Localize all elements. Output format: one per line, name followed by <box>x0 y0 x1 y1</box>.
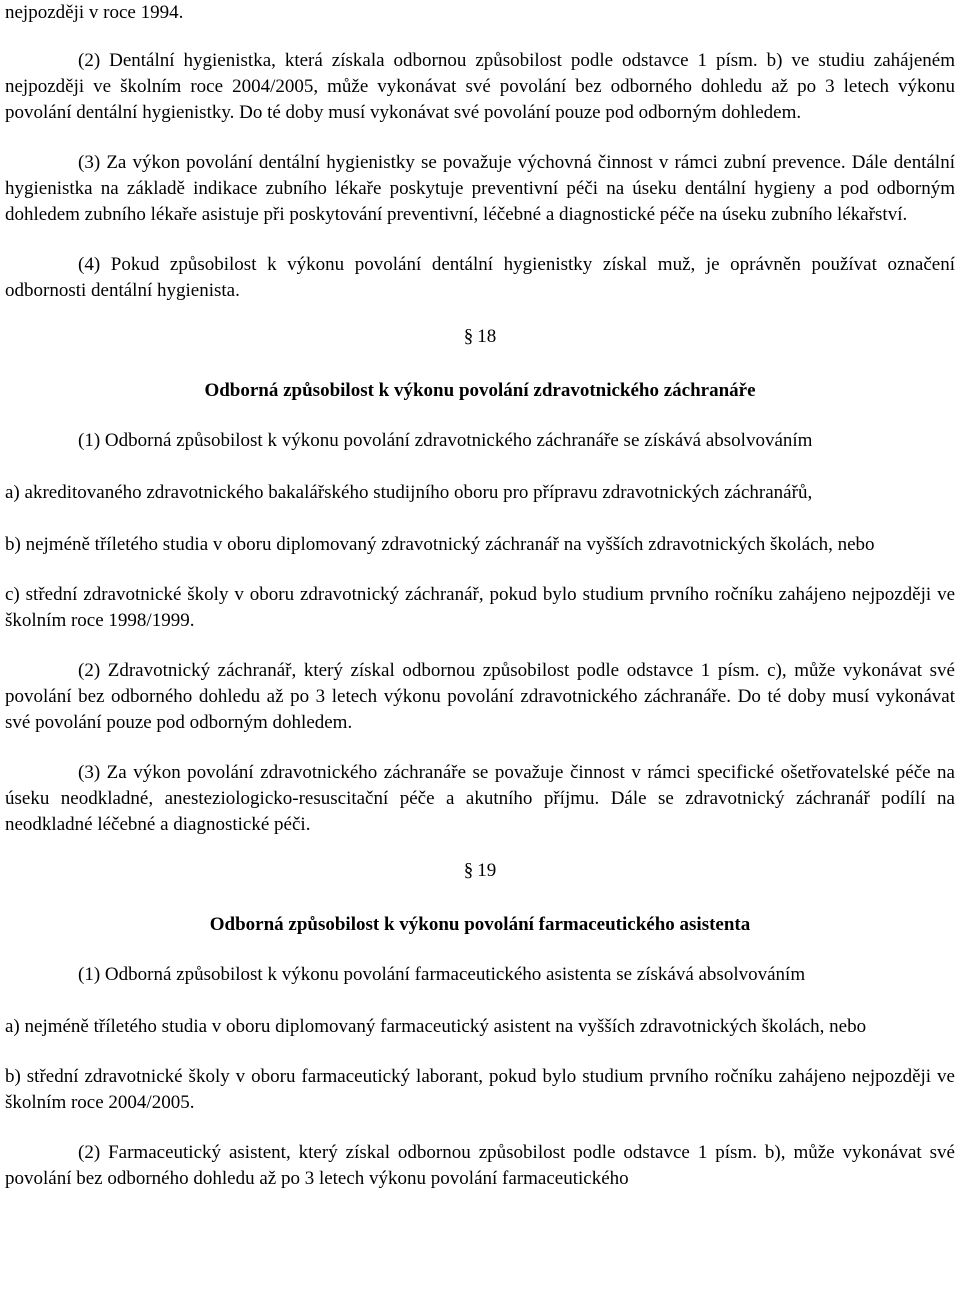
section-18-intro: (1) Odborná způsobilost k výkonu povolání zdravotnického záchranáře se získává absolvováním <box>78 430 813 451</box>
section-number: 18 <box>477 326 497 347</box>
section-18-paragraph-2: (2) Zdravotnický záchranář, který získal odbornou způsobilost podle odstavce 1 písm. c), může vykonávat své povolání bez odborného dohledu až po 3 letech výkonu povolání zdravotnického záchranáře. Do té doby musí vykonávat své povolání pouze pod odborným dohledem. <box>5 660 955 733</box>
paragraph-4-dental-hygienist: (4) Pokud způsobilost k výkonu povolání dentální hygienistky získal muž, je oprávněn používat označení odbornosti dentální hygienista. <box>5 254 955 301</box>
section-19-item-a: a) nejméně tříletého studia v oboru diplomovaný farmaceutický asistent na vyšších zdravotnických školách, nebo <box>5 1016 867 1037</box>
paragraph-continuation: nejpozději v roce 1994. <box>5 2 184 23</box>
section-18-item-a: a) akreditovaného zdravotnického bakalářského studijního oboru pro přípravu zdravotnických záchranářů, <box>5 482 813 503</box>
paragraph-2-dental-hygienist: (2) Dentální hygienistka, která získala odbornou způsobilost podle odstavce 1 písm. b) ve studiu zahájeném nejpozději ve školním roce 2004/2005, může vykonávat své povolání bez odborného dohledu až po 3 letech výkonu povolání dentální hygienistky. Do té doby musí vykonávat své povolání pouze pod odborným dohledem. <box>5 50 955 123</box>
section-title-19: Odborná způsobilost k výkonu povolání farmaceutického asistenta <box>209 914 751 935</box>
section-18-item-c: c) střední zdravotnické školy v oboru zdravotnický záchranář, pokud bylo studium prvního ročníku zahájeno nejpozději ve školním roce 1998/1999. <box>5 584 955 631</box>
section-18-item-b: b) nejméně tříletého studia v oboru diplomovaný zdravotnický záchranář na vyšších zdravotnických školách, nebo <box>5 534 875 555</box>
section-19-item-b: b) střední zdravotnické školy v oboru farmaceutický laborant, pokud bylo studium prvního ročníku zahájeno nejpozději ve školním roce 2004/2005. <box>5 1066 955 1113</box>
section-mark: § <box>463 860 474 881</box>
section-19-intro: (1) Odborná způsobilost k výkonu povolání farmaceutického asistenta se získává absolvováním <box>78 964 806 985</box>
section-18-paragraph-3: (3) Za výkon povolání zdravotnického záchranáře se považuje činnost v rámci specifické ošetřovatelské péče na úseku neodkladné, anesteziologicko-resuscitační péče a akutního příjmu. Dále se zdravotnický záchranář podílí na neodkladné léčebné a diagnostické péči. <box>5 762 955 835</box>
section-mark: § <box>463 326 474 347</box>
paragraph-3-dental-hygienist: (3) Za výkon povolání dentální hygienistky se považuje výchovná činnost v rámci zubní prevence. Dále dentální hygienistka na základě indikace zubního lékaře poskytuje preventivní péči na úseku dentální hygieny a pod odborným dohledem zubního lékaře asistuje při poskytování preventivní, léčebné a diagnostické péče na úseku zubního lékařství. <box>5 152 955 225</box>
section-number-18 <box>5 324 955 350</box>
section-number-19 <box>5 858 955 884</box>
section-number: 19 <box>477 860 497 881</box>
section-19-paragraph-2: (2) Farmaceutický asistent, který získal odbornou způsobilost podle odstavce 1 písm. b), může vykonávat své povolání bez odborného dohledu až po 3 letech výkonu povolání farmaceutického <box>5 1142 955 1189</box>
section-title-18: Odborná způsobilost k výkonu povolání zdravotnického záchranáře <box>204 380 756 401</box>
